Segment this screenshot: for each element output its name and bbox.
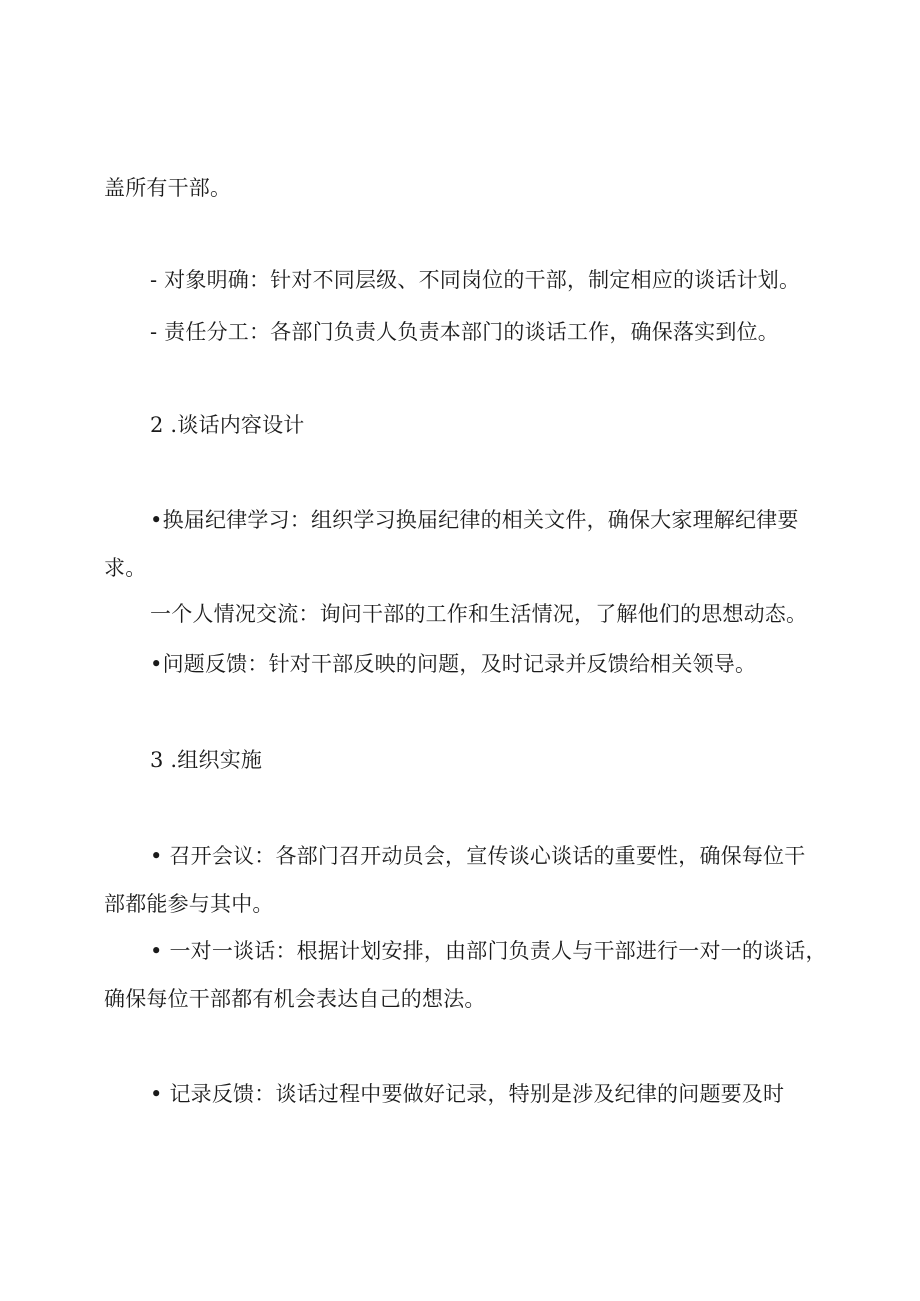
list-item-feedback: •问题反馈：针对干部反映的问题，及时记录并反馈给相关领导。 xyxy=(150,652,757,676)
list-item-one-on-one: • 一对一谈话：根据计划安排，由部门负责人与干部进行一对一的谈话， xyxy=(150,939,827,963)
list-item-discipline-study-cont: 求。 xyxy=(104,556,147,580)
list-item-meeting: • 召开会议：各部门召开动员会，宣传谈心谈话的重要性，确保每位干 xyxy=(150,844,806,868)
section-heading-3: 3 .组织实施 xyxy=(150,748,263,772)
list-item-one-on-one-cont: 确保每位干部都有机会表达自己的想法。 xyxy=(104,987,486,1011)
list-item-responsibility: - 责任分工：各部门负责人负责本部门的谈话工作，确保落实到位。 xyxy=(150,320,779,344)
list-item-record-feedback: • 记录反馈：谈话过程中要做好记录，特别是涉及纪律的问题要及时 xyxy=(150,1082,785,1106)
list-item-target-clarity: - 对象明确：针对不同层级、不同岗位的干部，制定相应的谈话计划。 xyxy=(150,268,801,292)
list-item-discipline-study: •换届纪律学习：组织学习换届纪律的相关文件，确保大家理解纪律要 xyxy=(150,508,799,532)
list-item-personal-exchange: 一个人情况交流：询问干部的工作和生活情况，了解他们的思想动态。 xyxy=(150,602,808,626)
list-item-meeting-cont: 部都能参与其中。 xyxy=(104,892,274,916)
section-heading-2: 2 .谈话内容设计 xyxy=(150,413,305,437)
paragraph-continuation: 盖所有干部。 xyxy=(104,176,232,200)
